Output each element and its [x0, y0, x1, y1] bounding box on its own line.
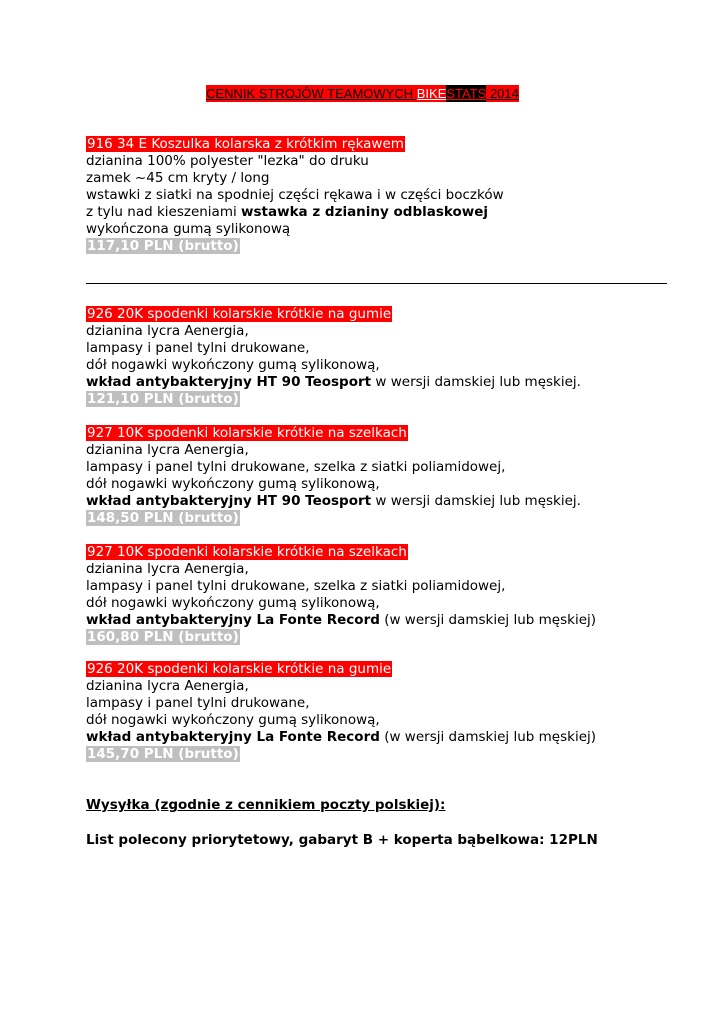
desc-bold: wkład antybakteryjny La Fonte Record — [86, 612, 380, 628]
shipping-heading: Wysyłka (zgodnie z cennikiem poczty polskiej): — [86, 797, 446, 813]
desc-bold: wkład antybakteryjny La Fonte Record — [86, 729, 380, 745]
product-price: 117,10 PLN (brutto) — [87, 238, 239, 254]
product-shorts-927-a — [86, 425, 686, 527]
shipping-item: List polecony priorytetowy, gabaryt B + koperta bąbelkowa: 12PLN — [86, 832, 598, 848]
product-desc-line: lampasy i panel tylni drukowane, szelka z siatki poliamidowej, — [86, 578, 506, 594]
product-jersey — [86, 136, 686, 255]
product-desc-line: lampasy i panel tylni drukowane, — [86, 695, 310, 711]
product-desc-line: zamek ~45 cm kryty / long — [86, 170, 270, 186]
desc-bold: wkład antybakteryjny HT 90 Teosport — [86, 493, 372, 509]
product-desc-line: dół nogawki wykończony gumą sylikonową, — [86, 595, 380, 611]
product-desc-line: wykończona gumą sylikonową — [86, 221, 291, 237]
product-desc-line: dół nogawki wykończony gumą sylikonową, — [86, 476, 380, 492]
product-price: 160,80 PLN (brutto) — [87, 629, 239, 645]
product-price: 145,70 PLN (brutto) — [87, 746, 239, 762]
title-text: CENNIK STROJÓW TEAMOWYCH — [206, 86, 417, 101]
product-desc-line: dzianina lycra Aenergia, — [86, 442, 249, 458]
product-price: 121,10 PLN (brutto) — [87, 391, 239, 407]
desc-text: (w wersji damskiej lub męskiej) — [379, 729, 597, 745]
product-desc-line: dzianina lycra Aenergia, — [86, 678, 249, 694]
product-heading: 926 20K spodenki kolarskie krótkie na gumie — [87, 306, 392, 322]
product-price: 148,50 PLN (brutto) — [87, 510, 239, 526]
product-desc-line — [86, 374, 686, 391]
title-year: 2014 — [486, 86, 519, 101]
product-desc-line: dół nogawki wykończony gumą sylikonową, — [86, 357, 380, 373]
product-desc-line — [86, 729, 686, 746]
product-heading: 916 34 E Koszulka kolarska z krótkim rękawem — [87, 136, 404, 152]
product-desc-line — [86, 612, 686, 629]
desc-text: z tylu nad kieszeniami — [86, 204, 242, 220]
desc-bold: wstawka z dzianiny odblaskowej — [241, 204, 489, 220]
product-desc-line: dzianina lycra Aenergia, — [86, 561, 249, 577]
product-heading: 927 10K spodenki kolarskie krótkie na szelkach — [87, 544, 407, 560]
product-desc-line: dół nogawki wykończony gumą sylikonową, — [86, 712, 380, 728]
product-desc-line: dzianina 100% polyester "lezka" do druku — [86, 153, 369, 169]
desc-text: w wersji damskiej lub męskiej. — [371, 493, 581, 509]
product-desc-line: wstawki z siatki na spodniej części rękawa i w części boczków — [86, 187, 504, 203]
product-desc-line — [86, 204, 686, 221]
desc-bold: wkład antybakteryjny HT 90 Teosport — [86, 374, 372, 390]
product-desc-line: dzianina lycra Aenergia, — [86, 323, 249, 339]
product-heading: 926 20K spodenki kolarskie krótkie na gumie — [87, 661, 392, 677]
product-heading: 927 10K spodenki kolarskie krótkie na szelkach — [87, 425, 407, 441]
product-shorts-926-a — [86, 306, 686, 408]
desc-text: w wersji damskiej lub męskiej. — [371, 374, 581, 390]
product-shorts-927-b — [86, 544, 686, 646]
desc-text: (w wersji damskiej lub męskiej) — [379, 612, 597, 628]
page-title — [0, 85, 725, 102]
product-shorts-926-b — [86, 661, 686, 763]
title-stats: STATS — [446, 86, 487, 101]
product-desc-line — [86, 493, 686, 510]
title-bike: BIKE — [416, 86, 447, 101]
section-divider — [86, 283, 667, 284]
product-desc-line: lampasy i panel tylni drukowane, szelka z siatki poliamidowej, — [86, 459, 506, 475]
product-desc-line: lampasy i panel tylni drukowane, — [86, 340, 310, 356]
